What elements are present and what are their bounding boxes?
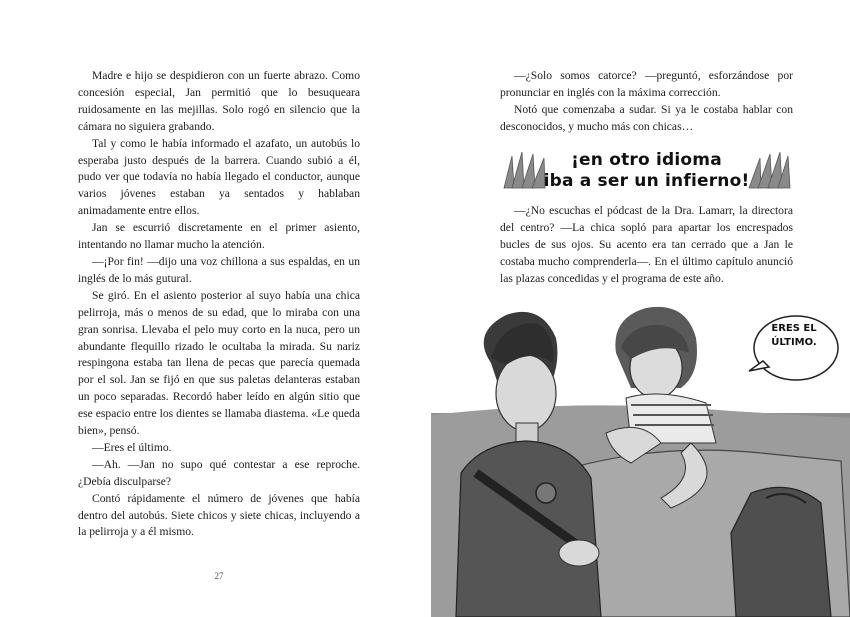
callout-heading [500,148,793,194]
callout-line-1: ¡en otro idioma [571,150,722,170]
paragraph: —¡Por fin! —dijo una voz chillona a sus espaldas, en un inglés de lo más gutural. [78,254,360,285]
paragraph: Contó rápidamente el número de jóvenes que había dentro del autobús. Siete chicos y siete chicas, incluyendo a la pelirroja y a él mismo. [78,491,360,539]
callout-line-2: iba a ser un infierno! [543,171,750,191]
paragraph: Se giró. En el asiento posterior al suyo había una chica pelirroja, más o menos de su edad, que lo miraba con una gran sonrisa. Llevaba el pelo muy corto en la nuca, pero un abundante flequillo rizado le ocultaba la mirada. Su nariz respingona estaba tan llena de pecas que parecía quemada por el sol. Jan se fijó en que sus paletas delanteras estaban un poco separadas. Recordó haber leído en algún sitio que ese espacio entre los dientes se llamaba diastema. «Le queda bien», pensó. [78,288,360,438]
speech-line-2: ÚLTIMO. [771,337,817,348]
paragraph: —¿Solo somos catorce? —preguntó, esforzándose por pronunciar en inglés con la máxima corrección. [500,69,793,99]
shirt-star-emblem [536,483,556,503]
boy-face [496,355,556,431]
speech-bubble-text [757,322,831,350]
left-page-body [78,68,360,541]
paragraph: Notó que comenzaba a sudar. Si ya le costaba hablar con desconocidos, y mucho más con chicas… [500,102,793,133]
paragraph: —Eres el último. [92,440,172,454]
right-page-body-bottom [500,203,793,288]
page-number: 27 [214,571,224,581]
paragraph: Jan se escurrió discretamente en el primer asiento, intentando no llamar mucho la atención. [78,221,360,252]
paragraph: Tal y como le había informado el azafato, un autobús lo esperaba justo después de la barrera. Cuando subió a él, pudo ver que todavía no había llegado el conductor, aunque varios jóvenes estaban ya sentados y hablaban animadamente entre ellos. [78,136,360,218]
paragraph: Madre e hijo se despidieron con un fuerte abrazo. Como concesión especial, Jan permitió que lo besuqueara ruidosamente en las mejillas. Solo rogó en silencio que la cámara no siguiera grabando. [78,69,360,133]
paragraph: —¿No escuchas el pódcast de la Dra. Lamarr, la directora del centro? —La chica sopló para apartar los encrespados bucles de sus ojos. Su acento era tan cerrado que a Jan le costaba mucho comprenderla—. En el último capítulo anunció las plazas concedidas y el programa de este año. [500,204,793,285]
right-page [425,0,850,617]
speech-line-1: ERES EL [771,323,817,334]
boy-shirt [456,441,601,617]
backpack [731,487,831,617]
right-page-body-top [500,68,793,136]
paragraph: —Ah. —Jan no supo qué contestar a ese reproche. ¿Debía disculparse? [78,457,360,488]
